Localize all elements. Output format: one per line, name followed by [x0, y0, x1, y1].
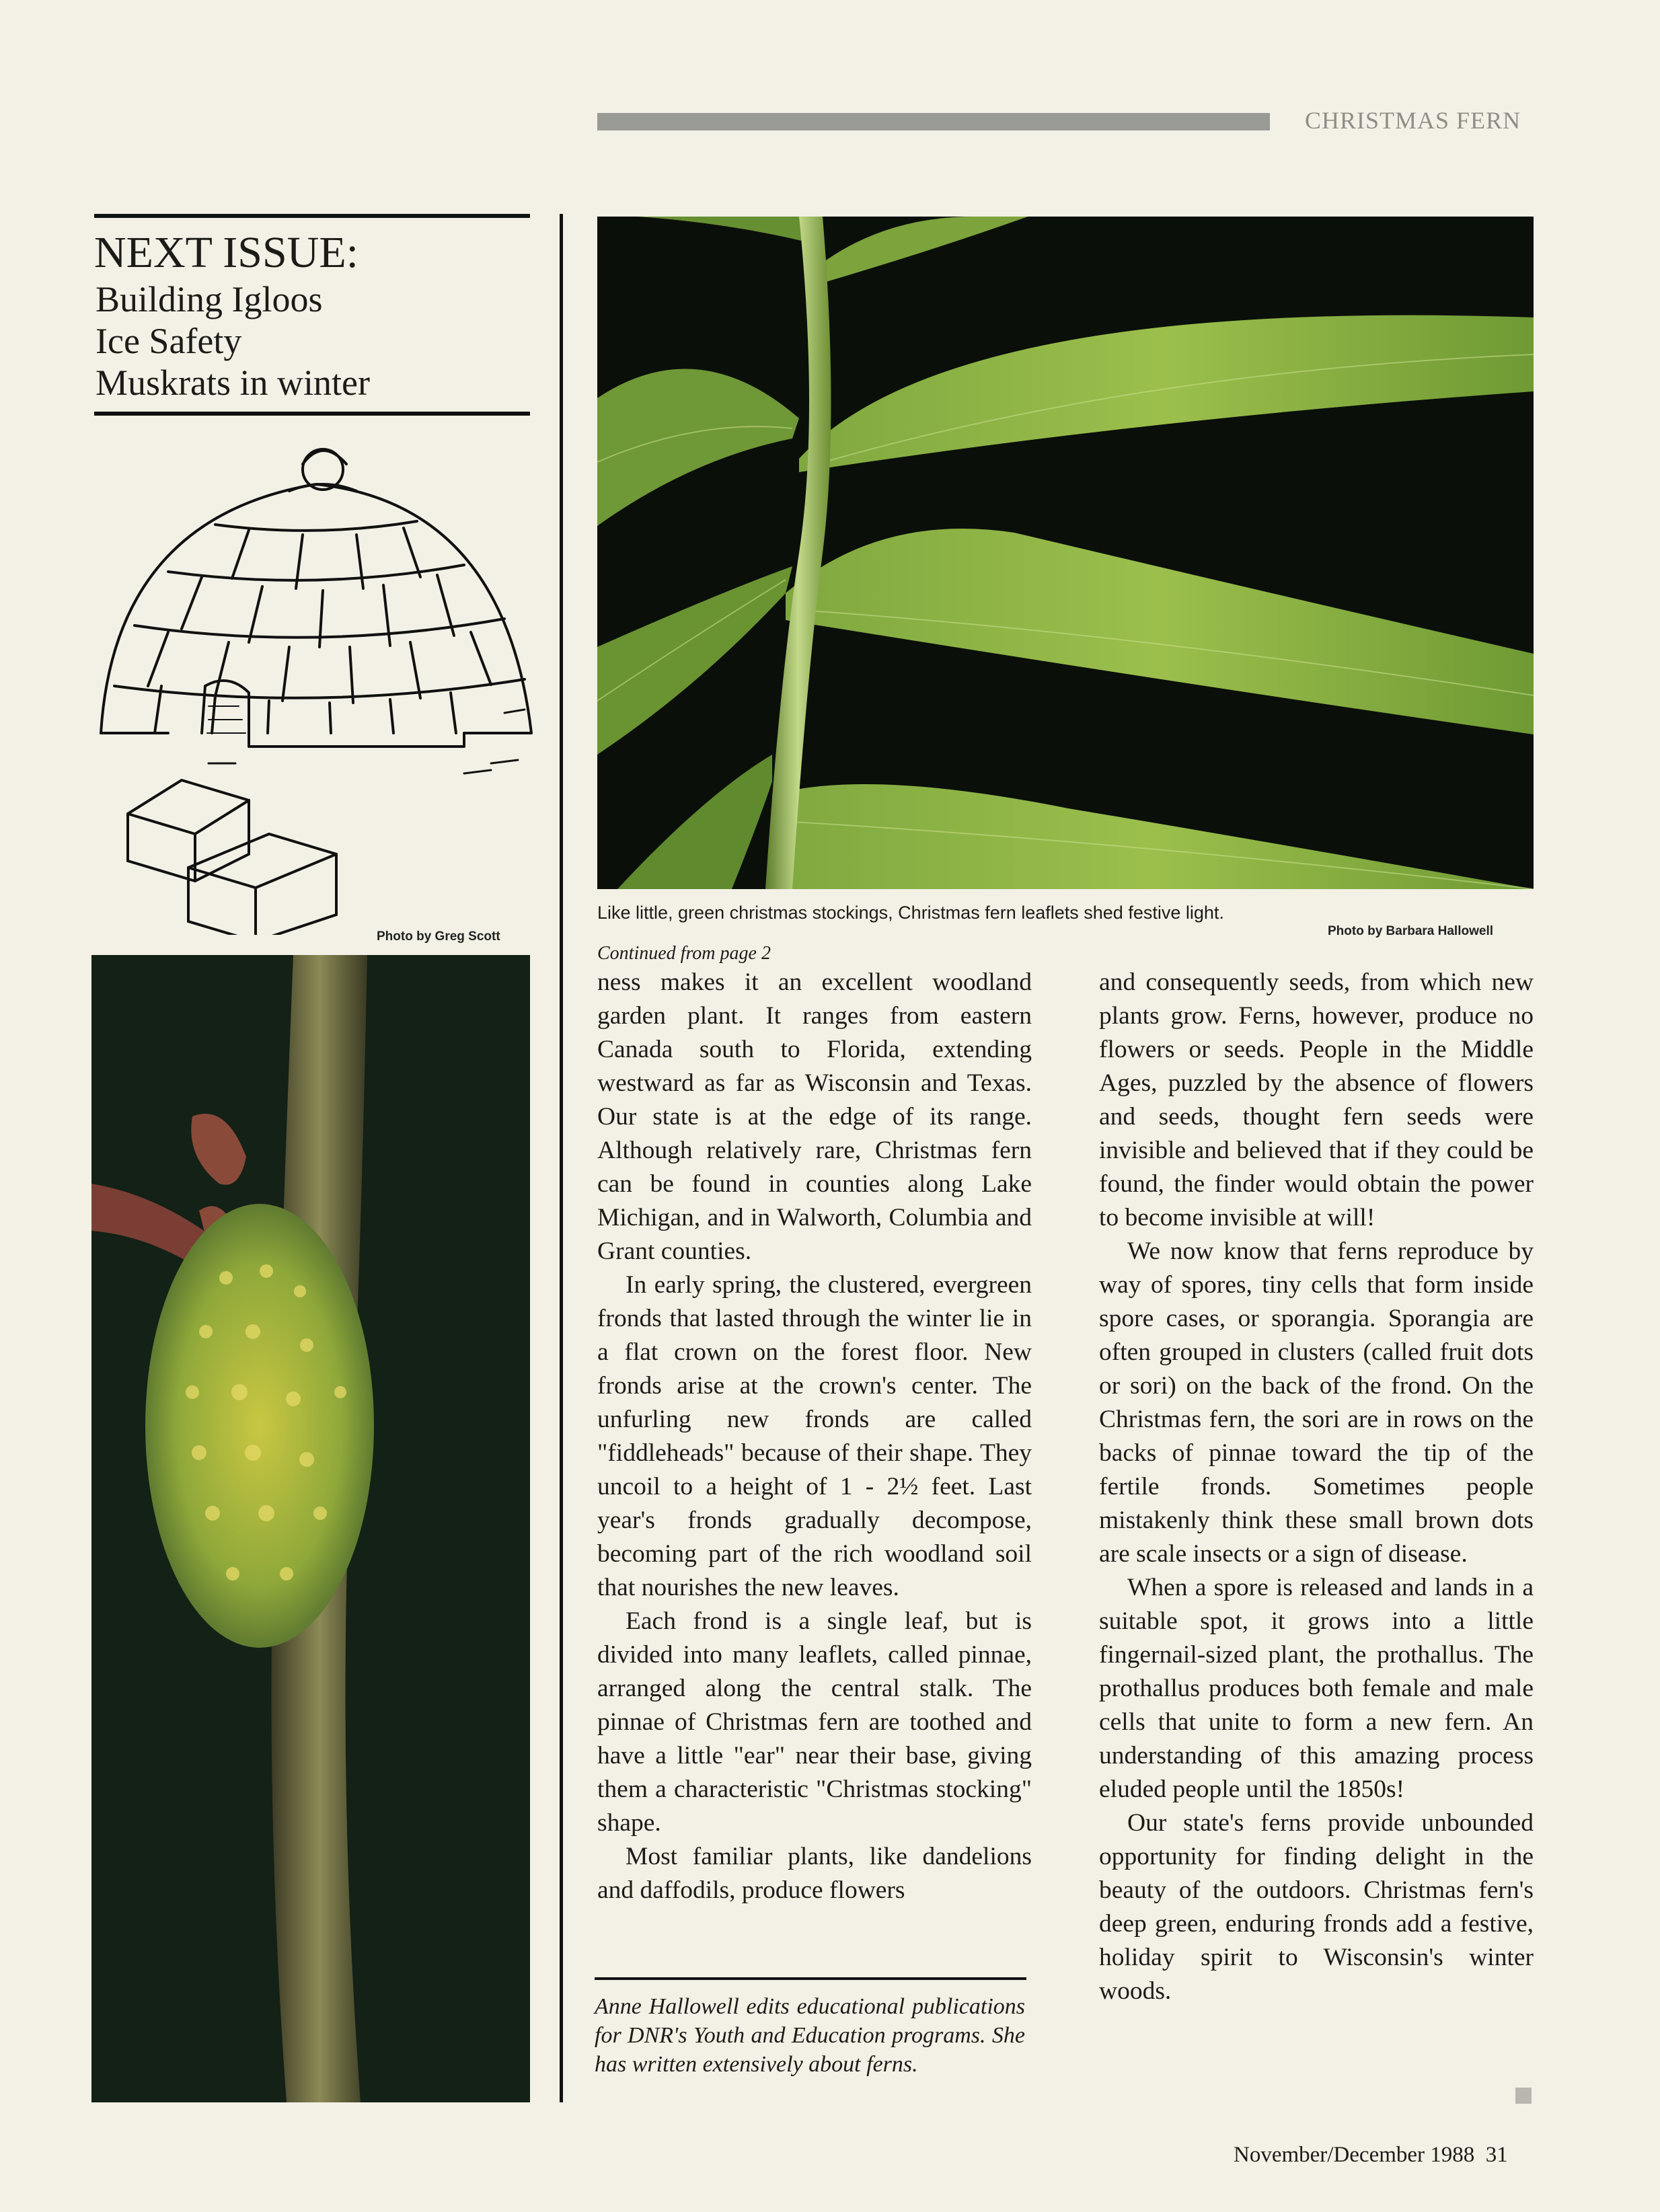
page-footer — [1234, 2143, 1508, 2168]
igloo-illustration — [87, 397, 552, 935]
paragraph: In early spring, the clustered, evergreen fronds that lasted through the winter lie in a flat crown on the forest floor. New fronds arise at the crown's center. The unfurling new fronds are called "fiddleheads" because of their shape. They uncoil to a height of 1 - 2½ feet. Last year's fronds gradually decompose, becoming part of the rich woodland soil that nourishes the new leaves. — [597, 1271, 1032, 1601]
next-issue-item: Ice Safety — [96, 321, 242, 361]
end-of-article-mark — [1515, 2088, 1532, 2104]
next-issue-heading: NEXT ISSUE: — [94, 228, 359, 277]
next-issue-item: Muskrats in winter — [96, 363, 370, 403]
photo-credit-fern: Photo by Barbara Hallowell — [1328, 924, 1493, 938]
author-bio: Anne Hallowell edits educational publications for DNR's Youth and Education programs. She has written extensively about ferns. — [595, 1994, 1025, 2077]
next-issue-item: Building Igloos — [96, 279, 323, 319]
article-column-2 — [1099, 966, 1534, 2008]
article-column-1 — [597, 966, 1032, 1907]
fern-photo-caption: Like little, green christmas stockings, Christmas fern leaflets shed festive light. — [597, 903, 1224, 923]
fern-photo — [597, 217, 1534, 889]
paragraph: Each frond is a single leaf, but is divided into many leaflets, called pinnae, arranged along the central stalk. The pinnae of Christmas fern are toothed and have a little "ear" near their base, giving them a characteristic "Christmas stocking" shape. — [597, 1607, 1032, 1837]
paragraph: Most familiar plants, like dandelions and daffodils, produce flowers — [597, 1843, 1032, 1904]
paragraph: When a spore is released and lands in a suitable spot, it grows into a little fingernail-sized plant, the prothallus. The prothallus produces both female and male cells that unite to form a new fern. An understanding of this amazing process eluded people until the 1850s! — [1099, 1574, 1534, 1803]
photo-credit-igloo: Photo by Greg Scott — [377, 929, 500, 944]
paragraph: We now know that ferns reproduce by way of spores, tiny cells that form inside spore cases, or sporangia. Sporangia are often grouped in clusters (called fruit dots or sori) on the back of the frond. On the Christmas fern, the sori are in rows on the backs of pinnae toward the tip of the fertile fronds. Sometimes people mistakenly think these small brown dots are scale insects or a sign of disease. — [1099, 1237, 1534, 1568]
issue-date: November/December 1988 — [1234, 2143, 1475, 2167]
bio-rule — [595, 1977, 1026, 1980]
paragraph: ness makes it an excellent woodland garden plant. It ranges from eastern Canada south to Florida, extending westward as far as Wisconsin and Texas. Our state is at the edge of its range. Although relatively rare, Christmas fern can be found in counties along Lake Michigan, and in Walworth, Columbia and Grant counties. — [597, 968, 1032, 1265]
section-title: CHRISTMAS FERN — [1305, 107, 1521, 134]
column-divider — [560, 214, 563, 2102]
page-number: 31 — [1485, 2143, 1508, 2167]
paragraph: and consequently seeds, from which new plants grow. Ferns, however, produce no flowers or seeds. People in the Middle Ages, puzzled by the absence of flowers and seeds, thought fern seeds were invisible and believed that if they could be found, the finder would obtain the power to become invisible at will! — [1099, 968, 1534, 1231]
next-issue-top-rule — [94, 214, 530, 218]
gall-photo — [91, 955, 530, 2102]
continued-label: Continued from page 2 — [597, 943, 771, 964]
paragraph: Our state's ferns provide unbounded opportunity for finding delight in the beauty of the outdoors. Christmas fern's deep green, enduring fronds add a festive, holiday spirit to Wisconsin's winter woods. — [1099, 1809, 1534, 2005]
header-rule — [597, 113, 1270, 130]
next-issue-list — [96, 278, 370, 404]
